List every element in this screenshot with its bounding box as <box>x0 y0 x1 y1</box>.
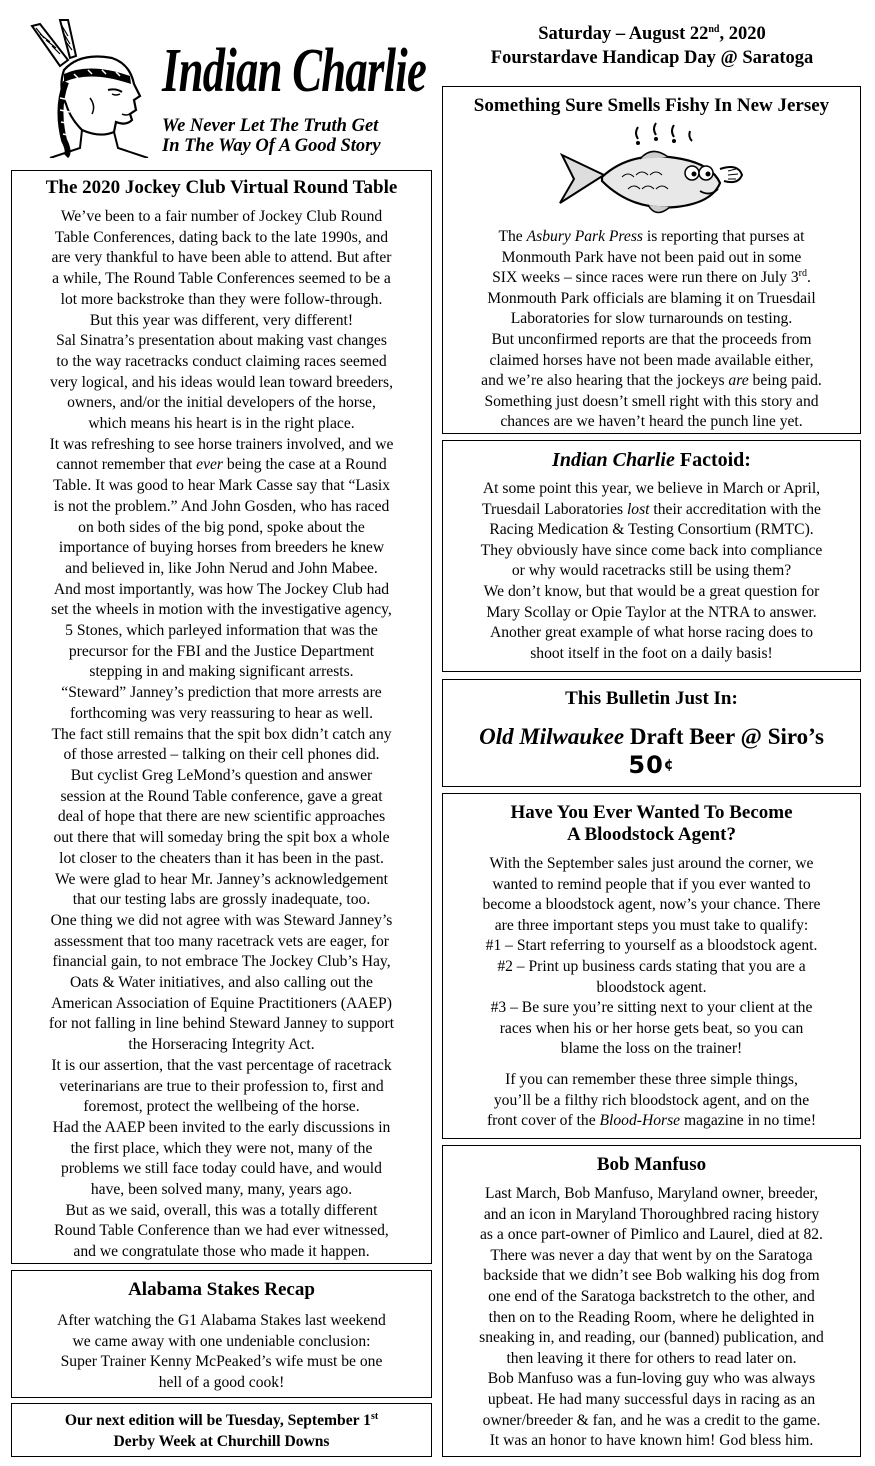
article-line: Table. It was good to hear Mark Casse say that “Lasix <box>52 477 391 495</box>
article-heading: Indian Charlie Factoid: <box>552 449 751 471</box>
article-line: veterinarians are true to their profession to, first and <box>59 1077 384 1095</box>
article-line: we came away with one undeniable conclusion: <box>72 1332 371 1350</box>
article-line: Last March, Bob Manfuso, Maryland owner, breeder, <box>484 1185 819 1202</box>
article-body <box>443 227 860 433</box>
article-heading: Alabama Stakes Recap <box>128 1279 315 1300</box>
article-line: Bob Manfuso was a fun-loving guy who was always <box>487 1370 816 1388</box>
article-line: It was an honor to have known him! God bless him. <box>489 1432 814 1450</box>
beer-offer: Old Milwaukee Draft Beer @ Siro’s <box>479 724 824 749</box>
article-line: deal of hope that there are new scientific approaches <box>57 808 386 826</box>
article-line: It is our assertion, that the vast percentage of racetrack <box>51 1056 392 1074</box>
article-line: a while, The Round Table Conferences seemed to be a <box>52 270 391 288</box>
article-line: bloodstock agent. <box>596 978 707 996</box>
article-heading: This Bulletin Just In: <box>565 688 738 709</box>
masthead <box>30 18 430 163</box>
article-line: They obviously have since come back into compliance <box>480 541 823 559</box>
article-line: have, been solved many, many, years ago. <box>90 1181 353 1199</box>
article-line: hell of a good cook! <box>158 1373 285 1391</box>
article-heading: Something Sure Smells Fishy In New Jersey <box>473 95 830 116</box>
article-bulletin <box>442 679 861 787</box>
article-line: Mary Scollay or Opie Taylor at the NTRA to answer. <box>486 603 817 621</box>
article-line: which means his heart is in the right place. <box>88 415 355 433</box>
article-bob-manfuso <box>442 1145 861 1457</box>
article-line: shoot itself in the foot on a daily basis! <box>530 644 773 662</box>
article-line: Had the AAEP been invited to the early discussions in <box>52 1118 391 1136</box>
article-line: Sal Sinatra’s presentation about making vast changes <box>56 332 387 350</box>
article-body <box>12 1301 431 1393</box>
article-line: The Asbury Park Press is reporting that purses at <box>498 228 805 245</box>
article-line: But as we said, overall, this was a totally different <box>65 1201 378 1219</box>
article-line: But this year was different, very different! <box>89 311 354 329</box>
article-bloodstock-agent <box>442 793 861 1139</box>
next-edition-date: Our next edition will be Tuesday, September 1st <box>64 1410 379 1429</box>
article-line: races when his or her horse gets beat, so you can <box>499 1019 804 1037</box>
article-line: or why would racetracks still be using them? <box>511 562 792 580</box>
article-line: to the way racetracks conduct claiming races seemed <box>56 352 387 370</box>
article-line: claimed horses have not been made available either, <box>489 351 814 369</box>
article-line: We were glad to hear Mr. Janney’s acknowledgement <box>54 870 389 888</box>
article-line: the first place, which they were not, many of the <box>70 1139 373 1157</box>
article-body <box>443 471 860 664</box>
article-line: Table Conferences, dating back to the late 1990s, and <box>54 228 389 246</box>
article-line: on both sides of the big pond, spoke about the <box>78 518 365 536</box>
article-line: problems we still face today could have, and would <box>61 1160 382 1178</box>
article-line: lot closer to the cheaters than it has been in the past. <box>59 849 384 867</box>
article-line: There was never a day that went by on the Saratoga <box>490 1246 813 1264</box>
smelly-fish-icon <box>552 119 752 223</box>
article-line: Monmouth Park have not been paid out in some <box>501 248 802 266</box>
article-heading: The 2020 Jockey Club Virtual Round Table <box>45 177 398 198</box>
article-line: And most importantly, was how The Jockey Club had <box>53 580 390 598</box>
article-line: If you can remember these three simple things, <box>505 1070 798 1088</box>
article-heading: Have You Ever Wanted To Become A Bloodstock Agent? <box>510 802 793 845</box>
article-line: upbeat. He had many successful days in racing as an <box>487 1390 816 1408</box>
dateline <box>442 22 862 70</box>
article-line: backside that we didn’t see Bob walking his dog from <box>483 1267 820 1285</box>
article-line: After watching the G1 Alabama Stakes last weekend <box>57 1312 386 1329</box>
issue-date: Saturday – August 22nd, 2020 <box>538 23 766 44</box>
article-line: Laboratories for slow turnarounds on testing. <box>510 310 793 328</box>
native-head-logo-icon <box>30 18 155 158</box>
article-line: and we’re also hearing that the jockeys are being paid. <box>481 372 822 390</box>
article-line: owner/breeder & fan, and he was a credit to the game. <box>482 1411 821 1429</box>
article-factoid <box>442 440 861 672</box>
article-line: precursor for the FBI and the Justice Department <box>68 642 375 660</box>
article-line: American Association of Equine Practitioners (AAEP) <box>51 994 392 1012</box>
article-line: for not falling in line behind Steward Janney to support <box>48 1015 395 1033</box>
article-line: are very thankful to have been able to attend. But after <box>51 249 392 267</box>
article-line: wanted to remind people that if you ever wanted to <box>492 875 811 893</box>
article-line: blame the loss on the trainer! <box>560 1040 743 1058</box>
next-edition-notice <box>11 1403 432 1457</box>
article-line: very logical, and his ideas would lean toward breeders, <box>50 373 393 391</box>
article-line: With the September sales just around the corner, we <box>489 855 814 872</box>
article-line: the Horseracing Integrity Act. <box>128 1036 315 1054</box>
issue-event: Fourstardave Handicap Day @ Saratoga <box>490 48 814 68</box>
article-line: Another great example of what horse racing does to <box>489 624 814 642</box>
article-line: “Steward” Janney’s prediction that more arrests are <box>61 684 382 702</box>
article-line: one end of the Saratoga backstretch to the other, and <box>488 1287 815 1305</box>
article-fishy-new-jersey <box>442 86 861 434</box>
article-line: then on to the Reading Room, where he delighted in <box>488 1308 815 1326</box>
article-line: One thing we did not agree with was Steward Janney’s <box>50 911 393 929</box>
article-body <box>443 846 860 1132</box>
next-edition-event: Derby Week at Churchill Downs <box>113 1433 330 1450</box>
article-line: financial gain, to not embrace The Jockey Club’s Hay, <box>52 953 391 971</box>
masthead-tagline <box>162 116 381 156</box>
article-line: sneaking in, and reading, our (banned) publication, and <box>479 1329 824 1347</box>
article-line: foremost, protect the wellbeing of the horse. <box>83 1098 360 1116</box>
article-line: set the wheels in motion with the investigative agency, <box>51 601 392 619</box>
article-line: chances are we haven’t heard the punch line yet. <box>500 413 803 431</box>
article-line: The fact still remains that the spit box didn’t catch any <box>51 725 392 743</box>
article-line: #2 – Print up business cards stating that you are a <box>497 957 806 975</box>
article-line: that our testing labs are grossly inadequate, too. <box>72 891 371 909</box>
masthead-title: Indian Charlie <box>162 37 427 105</box>
article-alabama-stakes <box>11 1270 432 1398</box>
article-line: become a bloodstock agent, now’s your chance. There <box>482 896 821 914</box>
article-line: #3 – Be sure you’re sitting next to your client at the <box>490 999 813 1017</box>
article-line: front cover of the Blood-Horse magazine in no time! <box>486 1112 817 1130</box>
article-round-table <box>11 170 432 1264</box>
article-line: Super Trainer Kenny McPeaked’s wife must be one <box>60 1353 383 1371</box>
article-heading: Bob Manfuso <box>596 1154 707 1175</box>
article-line: and we congratulate those who made it happen. <box>73 1243 370 1261</box>
article-line: then leaving it there for others to read later on. <box>506 1349 797 1367</box>
article-line: as a once part-owner of Pimlico and Laurel, died at 82. <box>480 1226 823 1244</box>
article-line: It was refreshing to see horse trainers involved, and we <box>49 435 394 453</box>
article-body <box>12 199 431 1263</box>
article-line: Racing Medication & Testing Consortium (RMTC). <box>489 521 814 539</box>
article-line: #1 – Start referring to yourself as a bloodstock agent. <box>485 937 818 955</box>
beer-price: 50¢ <box>628 751 675 779</box>
article-line: assessment that too many racetrack vets are eager, for <box>54 932 389 950</box>
tagline-line: In The Way Of A Good Story <box>162 136 381 156</box>
article-line: forthcoming was very reassuring to hear as well. <box>69 704 374 722</box>
article-line: SIX weeks – since races were run there on July 3rd. <box>492 268 811 287</box>
article-line: Truesdail Laboratories lost their accreditation with the <box>482 500 821 518</box>
article-line: and believed in, like John Nerud and John Mabee. <box>65 559 378 577</box>
article-line: owners, and/or the initial developers of the horse, <box>67 394 376 412</box>
article-line: you’ll be a filthy rich bloodstock agent, and on the <box>493 1091 810 1109</box>
article-line: But cyclist Greg LeMond’s question and answer <box>70 766 373 784</box>
article-line: out there that will someday bring the spit box a whole <box>53 829 390 847</box>
article-line: importance of buying horses from breeders he knew <box>58 539 385 557</box>
article-line: is not the problem.” And John Gosden, who has raced <box>53 497 390 515</box>
article-line: and an icon in Maryland Thoroughbred racing history <box>483 1205 820 1223</box>
article-line: cannot remember that ever being the case at a Round <box>56 456 387 474</box>
article-line: We’ve been to a fair number of Jockey Club Round <box>60 208 383 225</box>
article-body <box>443 1176 860 1452</box>
article-line: of those arrested – talking on their cell phones did. <box>63 746 380 764</box>
tagline-line: We Never Let The Truth Get <box>162 116 379 136</box>
article-line: Something just doesn’t smell right with this story and <box>484 392 819 410</box>
article-line: At some point this year, we believe in March or April, <box>482 480 821 497</box>
article-line: But unconfirmed reports are that the proceeds from <box>491 330 812 348</box>
article-line: Oats & Water initiatives, and also calling out the <box>70 974 373 992</box>
article-line: stepping in and making significant arrests. <box>89 663 354 681</box>
article-line: lot more backstroke than they were follow-through. <box>60 290 383 308</box>
article-line: Round Table Conference than we had ever witnessed, <box>54 1222 389 1240</box>
article-line: We don’t know, but that would be a great question for <box>483 582 820 600</box>
article-line: session at the Round Table conference, gave a great <box>60 787 383 805</box>
article-line: are three important steps you must take to qualify: <box>494 916 809 934</box>
article-line: 5 Stones, which parleyed information that was the <box>65 622 378 640</box>
article-line: Monmouth Park officials are blaming it on Truesdail <box>487 289 816 307</box>
